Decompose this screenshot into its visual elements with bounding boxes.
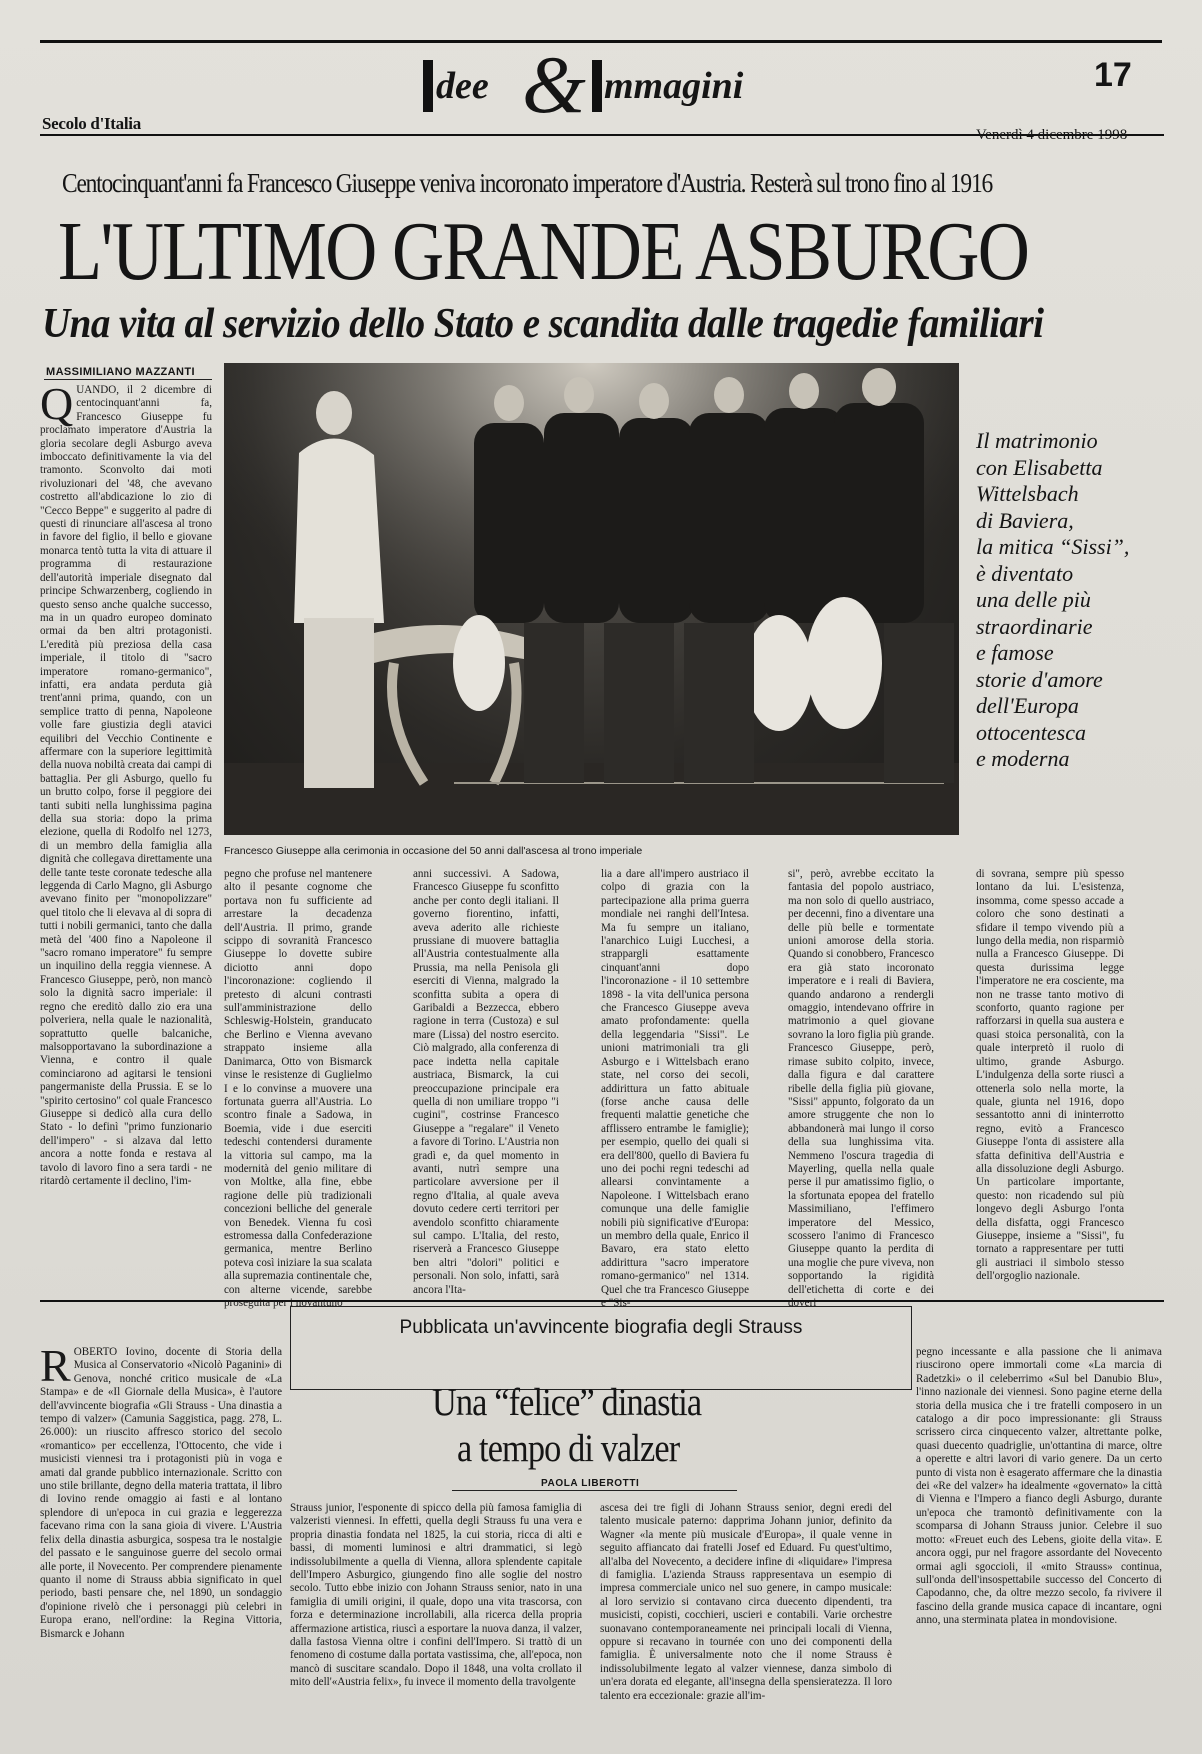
pull-quote-line: è diventato (976, 560, 1074, 586)
pull-quote-line: dell'Europa (976, 693, 1079, 718)
article-column-1-text: UANDO, il 2 dicembre di centocinquant'anni fa, Francesco Giuseppe fu proclamato imperatore d'Austria la gloria secolare degli Asburgo aveva imboccato definitivamente la via del tramonto. Sconvolto dai moti rivoluzionari del '48, che avevano costretto all'abdicazione lo zio di "Cecco Beppe" e suggerito al padre di questi di rinunciare all'ascesa al trono in favore del figlio, il bello e giovane monarca tentò tutta la vita di attuare il programma di restaurazione dell'autorità imperiale disegnato dal principe Schwarzenberg, cogliendo in questo senso anche qualche successo, ma in un quadro europeo dominato ormai da ben altri protagonisti. L'eredità più preziosa della casa imperiale, il titolo di "sacro imperatore romano-germanico", infatti, era andata perduta già trent'anni prima, quando, con un semplice tratto di penna, Napoleone volle fare giustizia degli atavici equilibri del Vecchio Continente e affermare con la superiore legittimità della nuova nobiltà creata dai campi di battaglia. Per gli Asburgo, quello fu un brutto colpo, forse il peggiore dei tanti subiti nella lunghissima pagina della sua storia: dopo la prima elezione, quella di Rodolfo nel 1273, di un membro della famiglia alla dignità che collegava direttamente una delle tante teste coronate tedesche alla leggenda di Carlo Magno, gli Asburgo avevano finito per "monopolizzare" quel titolo che li elevava al di sopra di tutti i nobili germanici, tanto che dalla metà del '400 fino a Napoleone il "sacro romano imperatore" fu sempre un inquilino della reggia viennese. A Francesco Giuseppe, però, non mancò solo la dignità sacro imperiale: il regno che ereditò dallo zio era una polveriera, nella quale le nazionalità, soprattutto quelle balcaniche, malsopportavano la subordinazione a Vienna, e contro il quale cominciarono ad agitarsi le tensioni pangermaniste della Prussia. E se lo "spirito certosino" col quale Francesco Giuseppe si dedicò alla cura dello Stato - lo definì "primo funzionario dell'impero" - si alzava dal letto ancora a notte fonda e restava al tavolo di lavoro fino a sera tardi - ne ritardò certamente il declino, l'im- (40, 384, 212, 1187)
section-title (420, 39, 800, 130)
section-title-word1: dee (436, 65, 489, 107)
sidebar-title-line-1: Una “felice” dinastia (432, 1381, 702, 1424)
section-title-word2: mmagini (604, 65, 744, 107)
article-kicker: Centocinquant'anni fa Francesco Giuseppe veniva incoronato imperatore d'Austria. Resterà sul trono fino al 1916 (62, 168, 993, 198)
article-headline: L'ULTIMO GRANDE ASBURGO (58, 205, 1029, 298)
article-column-2: pegno che profuse nel mantenere alto il pesante cognome che portava non fu sufficiente ad arrestare la decadenza dell'Austria. Il primo, grande scippo di sovranità Francesco Giuseppe lo dovette subire diciotto anni dopo l'incoronazione: cogliendo il pretesto di alcuni contrasti sull'amministrazione dello Schleswig-Holstein, granducato che Berlino e Vienna avevano strappato insieme alla Danimarca, Otto von Bismarck vinse le resistenze di Guglielmo I e lo convinse a muovere una fortunata guerra all'Austria. Lo scontro finale a Sadowa, in Boemia, vide i due eserciti tedeschi contendersi duramente la vittoria sul campo, ma la modernità del genio militare di von Moltke, alla fine, ebbe ragione delle più tradizionali concezioni belliche del generale von Benedek. Vienna fu così estromessa dalla Confederazione germanica, mentre Berlino poteva così iniziare la sua scalata alla supremazia continentale che, con alterne vicende, sarebbe proseguita per i novantuno (224, 868, 372, 1309)
pull-quote-line: storie d'amore (976, 666, 1103, 692)
sidebar-drop-cap: R (40, 1340, 71, 1391)
sidebar-column-4: pegno incessante e alla passione che li animava riuscirono opere immortali come «La marcia di Radetzki» o il celeberrimo «Sul bel Danubio Blu», l'inno nazionale dei viennesi. Sono pagine eterne della storia della musica che i tre fratelli composero in un catalogo a dir poco impressionante: gli Strauss scrissero circa cinquecento valzer, altrettante polke, quasi duecento quadriglie, un'ottantina di marce, oltre a operette e altri lavori di vario genere. Da un certo punto di vista non è esagerato affermare che la dinastia dei «Re del valzer» ha idealmente «governato» la città di Vienna e l'Impero a fianco degli Asburgo, durante un'epoca che tramontò definitivamente con la scomparsa di Johann Strauss junior. Celebre il suo motto: «Freuet euch des Lebens, gioite della vita». E ancora oggi, pur nel fragore assordante del Novecento ormai agli sgoccioli, il «mito Strauss» continua, sull'onda dell'insospettabile successo del Concerto di Capodanno, che, da oltre mezzo secolo, fa rivivere il fascino della grande musica capace di incantare, ogni anno, una sterminata platea in mondovisione. (916, 1346, 1162, 1627)
sidebar-column-3: ascesa dei tre figli di Johann Strauss senior, degni eredi del talento musicale paterno: dapprima Johann junior, definito da Wagner «la mente più musicale d'Europa», il quale venne in seguito affiancato dai fratelli Josef ed Eduard. Fu quest'ultimo, all'alba del Novecento, a decidere infine di «liquidare» l'impresa di famiglia. L'azienda Strauss rappresentava un esempio di impresa commerciale unico nel suo genere, in campo musicale: al loro servizio si contavano circa duecento dipendenti, tra musicisti, copisti, cocchieri, uscieri e contabili. Varie orchestre suonavano contemporaneamente nei principali locali di Vienna, oppure si recavano in tournée con uno dei componenti della famiglia. È universalmente noto che il nome Strauss è indissolubilmente legato al valzer viennese, danza simbolo di un'era dorata ed elegante, all'insegna della spensieratezza. Il loro talento era eccezionale: grazie all'im- (600, 1502, 892, 1702)
section-divider-rule (40, 1300, 1164, 1302)
pull-quote-line: ottocentesca (976, 719, 1086, 745)
pull-quote-line: Wittelsbach (976, 481, 1079, 506)
article-author: MASSIMILIANO MAZZANTI (46, 366, 195, 378)
article-column-6: di sovrana, sempre più spesso lontano da lui. L'esistenza, insomma, come spesso accade a coloro che sono destinati a sfidare il tempo vivendo più a lungo della media, non risparmiò nulla a Francesco Giuseppe. Di questa durissima legge l'imperatore ne era cosciente, ma non ne trasse tanto motivo di sconforto, quanto ragione per rafforzarsi in quella sua austera e quasi stoica personalità, con la quale interpretò il ruolo di ultimo, grande Asburgo. L'indulgenza della sorte riuscì a ottenerla solo nella morte, la quale, giunta nel 1916, dopo sessantotto anni di ininterrotto regno, evitò a Francesco Giuseppe l'onta di assistere alla sfatta definitiva dell'Austria e alla dissoluzione degli Asburgo. Un particolare importante, questo: non ricadendo sul più longevo degli Asburgo l'onta della disfatta, oggi Francesco Giuseppe, insieme a "Sissi", fu tornato a rappresentare per tutti gli austriaci il simbolo stesso dell'orgoglio nazionale. (976, 868, 1124, 1283)
pull-quote-line: e moderna (976, 746, 1070, 771)
pull-quote-line: con Elisabetta (976, 454, 1103, 480)
photo-caption: Francesco Giuseppe alla cerimonia in occasione del 50 anni dall'ascesa al trono imperiale (224, 845, 643, 857)
article-column-4: lia a dare all'impero austriaco il colpo di grazia con la partecipazione alla prima guerra mondiale nei ranghi dell'Intesa. Ma fu sempre un italiano, l'anarchico Luigi Lucchesi, a strappargli esattamente cinquant'anni dopo l'incoronazione - il 10 settembre 1898 - la vita dell'unica persona che Francesco Giuseppe aveva amato profondamente: quella della leggendaria "Sissi". Le unioni matrimoniali tra gli Asburgo e i Wittelsbach erano state, nel corso dei secoli, addirittura un fatto abituale (forse anche causa delle frequenti malattie genetiche che afflissero entrambe le famiglie); per esempio, quello dei quali si era dell'800, quello di Baviera fu uno dei pochi regni tedeschi ad allearsi convintamente a Napoleone. I Wittelsbach erano comunque una delle famiglie nobili più significative d'Europa: un membro della quale, Enrico il Bavaro, era stato eletto addirittura "sacro imperatore romano-germanico" nel 1314. Quel che tra Francesco Giuseppe e "Sis- (601, 868, 749, 1309)
section-title-initial-bar (423, 60, 433, 112)
ceremony-photo-illustration (224, 363, 959, 835)
pull-quote (976, 428, 1176, 773)
article-column-5: si", però, avrebbe eccitato la fantasia del popolo austriaco, ma non solo di quello austriaco, per decenni, fino a diventare una delle più belle e tormentate unioni amorose della storia. Quando si conobbero, Francesco era già stato incoronato imperatore e i reali di Baviera, quando andarono a rendergli omaggio, intendevano offrire in matrimonio a quel giovane sovrano la loro figlia più grande. Francesco Giuseppe, però, rimase subito colpito, invece, dalla figura e dal carattere ribelle della figlia più giovane, "Sissi" appunto, folgorato da un amore struggente che non lo abbandonerà mai lungo il corso della sua lunghissima vita. Nemmeno l'oscura tragedia di Mayerling, quella nella quale perse il pur amatissimo figlio, o la sfortunata epopea del fratello Massimiliano, l'effimero imperatore del Messico, scossero l'animo di Francesco Giuseppe quanto la perdita di una moglie che pure viveva, non sopportando la rigidità dell'etichetta di corte e dei doveri (788, 868, 934, 1309)
section-title-ampersand: & (522, 39, 586, 130)
sidebar-column-1-text: OBERTO Iovino, docente di Storia della Musica al Conservatorio «Nicolò Paganini» di Genova, nonché critico musicale de «La Stampa» e de «Il Giornale della Musica», è l'autore dell'avvincente biografia «Gli Strauss - Una dinastia a tempo di valzer» (Camunia Saggistica, pagg. 278, L. 26.000): un riuscito affresco storico del secolo «romantico» per eccellenza, l'Ottocento, che vide i musicisti viennesi tra i protagonisti più in voga e amati dal grande pubblico internazionale. Scritto con uno stile brillante, degno della materia trattata, il libro di Iovino rende omaggio ai fasti e al lontano splendore di un'epoca in cui grazia e leggerezza facevano rima con la sana gioia di vivere. L'Austria felix della dinastia asburgica, sospesa tra le nostalgie del passato e le sanguinose guerre del secolo ormai alle porte, il Novecento. Per comprendere pienamente quanto il nome di Strauss abbia significato in quel periodo, basti pensare che, nel 1890, un sondaggio d'opinione rivelò che i personaggi più celebri in Europa erano, nell'ordine: la Regina Vittoria, Bismarck e Johann (40, 1346, 282, 1640)
article-column-3: anni successivi. A Sadowa, Francesco Giuseppe fu sconfitto anche per conto degli italiani. Il governo fiorentino, infatti, aveva aderito alle richieste prussiane di muovere battaglia all'Austria contestualmente alla Prussia, ma nella Penisola gli eserciti di Vienna, malgrado la sconfitta subita a opera di Garibaldi a Bezzecca, ebbero ragione in terra (Custoza) e sul mare (Lissa) del nostro esercito. Ciò malgrado, alla conferenza di pace indetta nella capitale austriaca, Bismarck, la cui preoccupazione principale era quella di non umiliare troppo "i cugini", costrinse Francesco Giuseppe a "regalare" il Veneto a favore di Torino. L'Austria non gradì e, da quel momento in avanti, nutrì sempre una particolare avversione per il regno d'Italia, al quale aveva dovuto cedere certi territori per avendolo sconfitto chiaramente sul campo. L'Italia, del resto, riserverà a Francesco Giuseppe ben altri "dolori" politici e personali. Non solo, infatti, sarà ancora l'Ita- (413, 868, 559, 1296)
pull-quote-line: straordinarie (976, 613, 1093, 639)
pull-quote-line: di Baviera, (976, 507, 1074, 533)
issue-date: Venerdì 4 dicembre 1998 (976, 127, 1128, 143)
sidebar-author-rule (452, 1490, 737, 1491)
pull-quote-line: Il matrimonio (976, 428, 1098, 453)
sidebar-column-2: Strauss junior, l'esponente di spicco della più famosa famiglia di valzeristi viennesi. In effetti, quella degli Strauss fu una vera e propria dinastia fondata nel 1825, la cui storia, ricca di alti e bassi, di momenti luminosi e altri drammatici, si legò indissolubilmente a quella di Vienna, allora splendente capitale dell'Impero Asburgico, giungendo fino alle soglie del nostro secolo. Tutto ebbe inizio con Johann Strauss senior, nato in una famiglia di umili origini, il quale, dopo una vita trascorsa, con forza e determinazione incrollabili, alla ricerca della propria affermazione artistica, riuscì a esportare la nuova danza, il valzer, dalla fastosa Vienna oltre i confini dell'Impero. Si trattò di un fenomeno di costume dalla portata vastissima, che, all'epoca, non mancò di suscitare scandalo. Dopo il 1848, una volta crollato il mito dell'«Austria felix», fu invece il momento della travolgente (290, 1502, 582, 1689)
ceremony-photo (224, 363, 959, 835)
sidebar-author: PAOLA LIBEROTTI (541, 1478, 640, 1489)
drop-cap: Q (40, 378, 74, 429)
article-subhead: Una vita al servizio dello Stato e scandita dalle tragedie familiari (42, 301, 1044, 347)
sidebar-kicker: Pubblicata un'avvincente biografia degli Strauss (399, 1317, 803, 1338)
pull-quote-line: e famose (976, 640, 1054, 665)
sidebar-column-1 (40, 1340, 282, 1738)
pull-quote-line: una delle più (976, 587, 1091, 612)
top-rule (40, 40, 1162, 43)
pull-quote-line: la mitica “Sissi”, (976, 534, 1130, 559)
sidebar-title-box (290, 1306, 912, 1390)
article-column-1 (40, 378, 212, 1286)
page-number: 17 (1094, 56, 1132, 94)
paper-name: Secolo d'Italia (42, 114, 141, 133)
section-title-initial-bar-2 (592, 60, 602, 112)
sidebar-title-line-2: a tempo di valzer (457, 1427, 680, 1470)
